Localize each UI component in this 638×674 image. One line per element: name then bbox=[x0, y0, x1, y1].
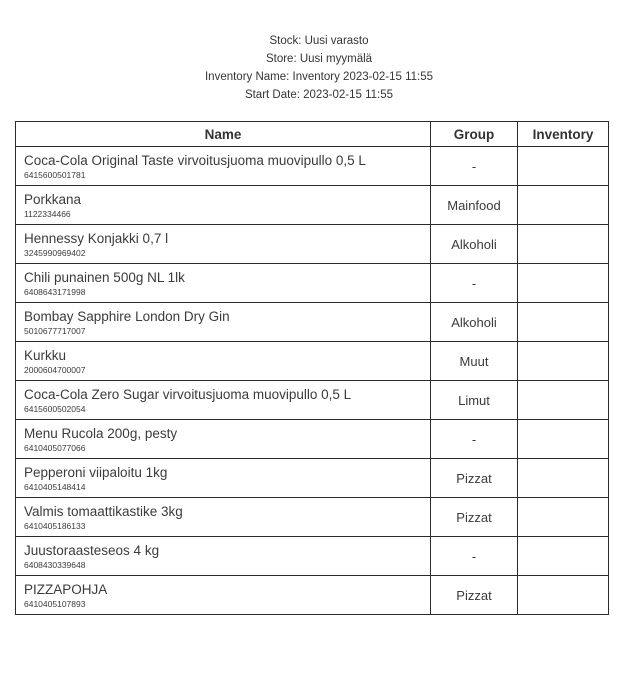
group-cell: Alkoholi bbox=[431, 303, 518, 342]
meta-inventory-name-line: Inventory Name: Inventory 2023-02-15 11:55 bbox=[204, 71, 433, 83]
group-cell: Pizzat bbox=[431, 576, 518, 615]
table-header-row bbox=[16, 122, 609, 147]
product-name-cell bbox=[16, 147, 431, 186]
product-name-cell bbox=[16, 303, 431, 342]
inventory-cell bbox=[518, 420, 609, 459]
group-cell: Pizzat bbox=[431, 498, 518, 537]
product-name: Porkkana bbox=[24, 192, 82, 207]
product-name: PIZZAPOHJA bbox=[24, 582, 108, 597]
product-name: Chili punainen 500g NL 1lk bbox=[24, 270, 185, 285]
group-cell: - bbox=[431, 264, 518, 303]
group-cell: Muut bbox=[431, 342, 518, 381]
product-name: Coca-Cola Original Taste virvoitusjuoma muovipullo 0,5 L bbox=[24, 153, 366, 168]
product-name-cell bbox=[16, 420, 431, 459]
inventory-cell bbox=[518, 459, 609, 498]
meta-store-line: Store: Uusi myymälä bbox=[265, 53, 373, 65]
document-meta bbox=[0, 0, 638, 104]
product-name: Kurkku bbox=[24, 348, 67, 363]
inventory-table bbox=[15, 121, 609, 615]
product-code: 6410405077066 bbox=[24, 443, 86, 453]
meta-start-date-line: Start Date: 2023-02-15 11:55 bbox=[244, 89, 394, 101]
product-name-cell bbox=[16, 186, 431, 225]
column-header-group: Group bbox=[431, 122, 518, 147]
table-row bbox=[16, 537, 609, 576]
column-header-inventory: Inventory bbox=[518, 122, 609, 147]
product-code: 6415600501781 bbox=[24, 170, 86, 180]
product-code: 1122334466 bbox=[24, 209, 71, 219]
table-row bbox=[16, 303, 609, 342]
inventory-cell bbox=[518, 342, 609, 381]
column-header-name: Name bbox=[16, 122, 431, 147]
product-code: 3245990969402 bbox=[24, 248, 86, 258]
table-row bbox=[16, 381, 609, 420]
inventory-table-body bbox=[16, 147, 609, 615]
group-cell: - bbox=[431, 420, 518, 459]
product-name: Valmis tomaattikastike 3kg bbox=[24, 504, 183, 519]
table-row bbox=[16, 225, 609, 264]
inventory-cell bbox=[518, 381, 609, 420]
product-name-cell bbox=[16, 459, 431, 498]
group-cell: Mainfood bbox=[431, 186, 518, 225]
group-cell: - bbox=[431, 537, 518, 576]
table-row bbox=[16, 264, 609, 303]
inventory-cell bbox=[518, 147, 609, 186]
product-name-cell bbox=[16, 342, 431, 381]
inventory-cell bbox=[518, 303, 609, 342]
table-row bbox=[16, 186, 609, 225]
product-code: 6415600502054 bbox=[24, 404, 86, 414]
product-name: Coca-Cola Zero Sugar virvoitusjuoma muovipullo 0,5 L bbox=[24, 387, 352, 402]
product-code: 6408643171998 bbox=[24, 287, 86, 297]
inventory-cell bbox=[518, 264, 609, 303]
product-code: 5010677717007 bbox=[24, 326, 86, 336]
product-code: 6410405186133 bbox=[24, 521, 86, 531]
inventory-cell bbox=[518, 225, 609, 264]
product-name: Juustoraasteseos 4 kg bbox=[24, 543, 160, 558]
inventory-cell bbox=[518, 186, 609, 225]
product-name-cell bbox=[16, 381, 431, 420]
product-name-cell bbox=[16, 537, 431, 576]
group-cell: Alkoholi bbox=[431, 225, 518, 264]
product-name: Bombay Sapphire London Dry Gin bbox=[24, 309, 230, 324]
table-row bbox=[16, 459, 609, 498]
meta-stock-line: Stock: Uusi varasto bbox=[269, 35, 369, 47]
inventory-cell bbox=[518, 576, 609, 615]
product-name-cell bbox=[16, 225, 431, 264]
product-code: 6410405107893 bbox=[24, 599, 86, 609]
product-code: 2000604700007 bbox=[24, 365, 86, 375]
table-row bbox=[16, 420, 609, 459]
product-name: Hennessy Konjakki 0,7 l bbox=[24, 231, 169, 246]
table-row bbox=[16, 342, 609, 381]
inventory-cell bbox=[518, 498, 609, 537]
product-name-cell bbox=[16, 264, 431, 303]
table-row bbox=[16, 498, 609, 537]
table-row bbox=[16, 147, 609, 186]
product-name-cell bbox=[16, 498, 431, 537]
group-cell: Pizzat bbox=[431, 459, 518, 498]
product-name-cell bbox=[16, 576, 431, 615]
product-code: 6410405148414 bbox=[24, 482, 86, 492]
table-row bbox=[16, 576, 609, 615]
product-name: Menu Rucola 200g, pesty bbox=[24, 426, 178, 441]
group-cell: - bbox=[431, 147, 518, 186]
group-cell: Limut bbox=[431, 381, 518, 420]
inventory-cell bbox=[518, 537, 609, 576]
product-name: Pepperoni viipaloitu 1kg bbox=[24, 465, 168, 480]
product-code: 6408430339648 bbox=[24, 560, 86, 570]
